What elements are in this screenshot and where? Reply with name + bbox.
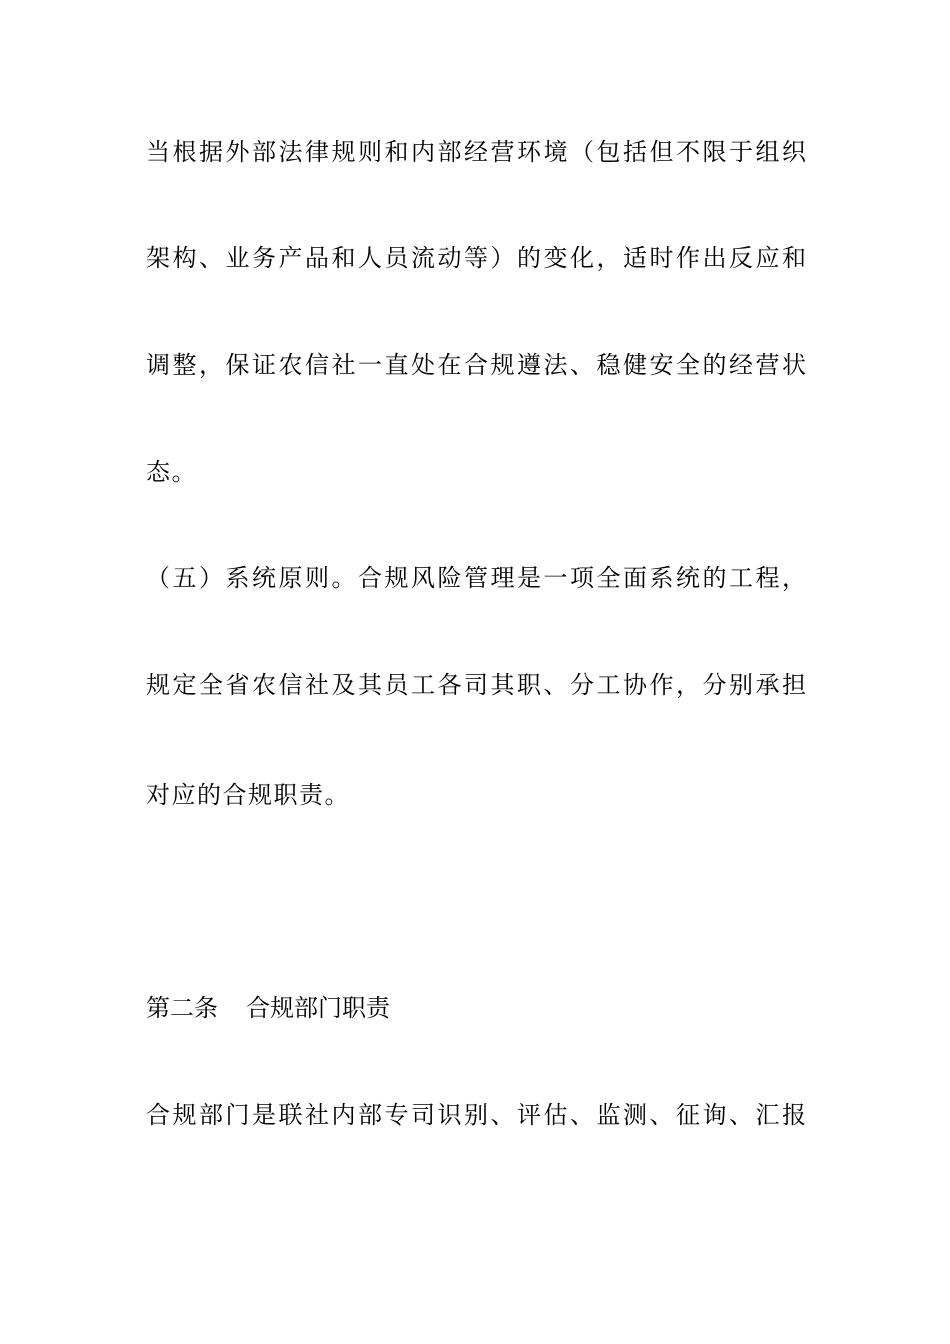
- section-heading: [146, 993, 390, 1023]
- paragraph-2-line-3: 对应的合规职责。: [146, 781, 350, 809]
- paragraph-3-line-1: 合规部门是联社内部专司识别、评估、监测、征询、汇报: [146, 1101, 806, 1129]
- paragraph-1-line-1: 当根据外部法律规则和内部经营环境（包括但不限于组织: [146, 138, 806, 166]
- paragraph-1-line-4: 态。: [146, 458, 197, 486]
- section-title: 合规部门职责: [246, 994, 390, 1022]
- paragraph-2-line-1: （五）系统原则。合规风险管理是一项全面系统的工程，: [146, 564, 806, 592]
- paragraph-1-line-3: 调整，保证农信社一直处在合规遵法、稳健安全的经营状: [146, 351, 806, 379]
- paragraph-1-line-2: 架构、业务产品和人员流动等）的变化，适时作出反应和: [146, 244, 806, 272]
- section-article-number: 第二条: [146, 994, 218, 1022]
- paragraph-2-line-2: 规定全省农信社及其员工各司其职、分工协作，分别承担: [146, 671, 806, 699]
